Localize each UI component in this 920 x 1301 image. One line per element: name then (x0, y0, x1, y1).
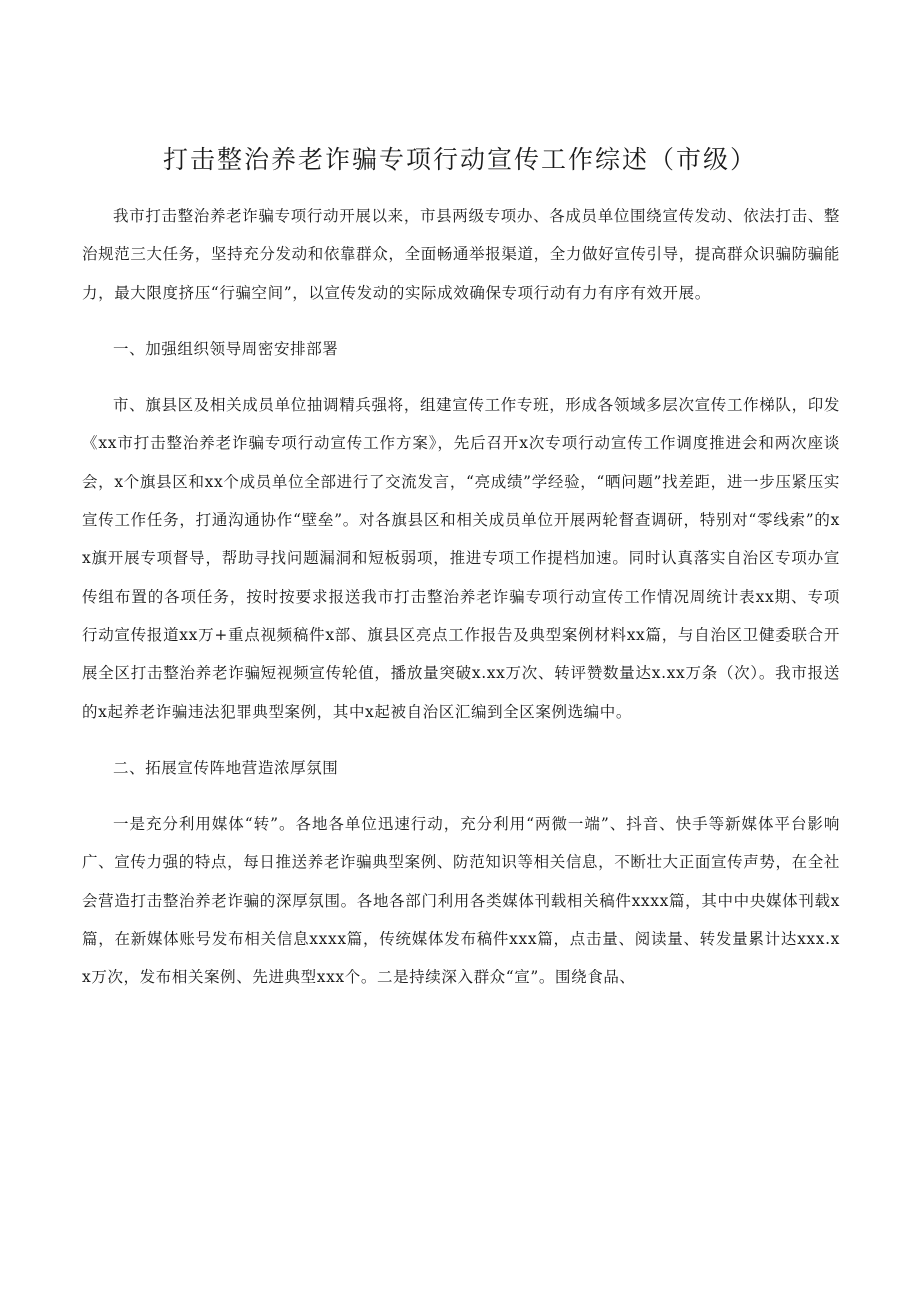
spacer (82, 368, 840, 386)
document-body (82, 197, 840, 997)
section-2-paragraph: 一是充分利用媒体“转”。各地各单位迅速行动，充分利用“两微一端”、抖音、快手等新媒体平台影响广、宣传力强的特点，每日推送养老诈骗典型案例、防范知识等相关信息，不断壮大正面宣传声势，在全社会营造打击整治养老诈骗的深厚氛围。各地各部门利用各类媒体刊载相关稿件xxxx篇，其中中央媒体刊载x篇，在新媒体账号发布相关信息xxxx篇，传统媒体发布稿件xxx篇，点击量、阅读量、转发量累计达xxx.xx万次，发布相关案例、先进典型xxx个。二是持续深入群众“宣”。围绕食品、 (82, 815, 840, 987)
section-1-paragraph: 市、旗县区及相关成员单位抽调精兵强将，组建宣传工作专班，形成各领域多层次宣传工作梯队，印发《xx市打击整治养老诈骗专项行动宣传工作方案》，先后召开x次专项行动宣传工作调度推进会和两次座谈会，x个旗县区和xx个成员单位全部进行了交流发言，“亮成绩”学经验，“晒问题”找差距，进一步压紧压实宣传工作任务，打通沟通协作“壁垒”。对各旗县区和相关成员单位开展两轮督查调研，特别对“零线索”的xx旗开展专项督导，帮助寻找问题漏洞和短板弱项，推进专项工作提档加速。同时认真落实自治区专项办宣传组布置的各项任务，按时按要求报送我市打击整治养老诈骗专项行动宣传工作情况周统计表xx期、专项行动宣传报道xx万+重点视频稿件x部、旗县区亮点工作报告及典型案例材料xx篇，与自治区卫健委联合开展全区打击整治养老诈骗短视频宣传轮值，播放量突破x.xx万次、转评赞数量达x.xx万条（次）。我市报送的x起养老诈骗违法犯罪典型案例，其中x起被自治区汇编到全区案例选编中。 (82, 396, 840, 721)
section-1-heading: 一、加强组织领导周密安排部署 (113, 339, 339, 358)
intro-paragraph: 我市打击整治养老诈骗专项行动开展以来，市县两级专项办、各成员单位围绕宣传发动、依法打击、整治规范三大任务，坚持充分发动和依靠群众，全面畅通举报渠道，全力做好宣传引导，提高群众识骗防骗能力，最大限度挤压“行骗空间”，以宣传发动的实际成效确保专项行动有力有序有效开展。 (82, 207, 840, 302)
document-title: 打击整治养老诈骗专项行动宣传工作综述（市级） (162, 145, 757, 174)
spacer (82, 731, 840, 749)
section-2-heading: 二、拓展宣传阵地营造浓厚氛围 (113, 758, 339, 777)
spacer (82, 787, 840, 805)
spacer (82, 312, 840, 330)
